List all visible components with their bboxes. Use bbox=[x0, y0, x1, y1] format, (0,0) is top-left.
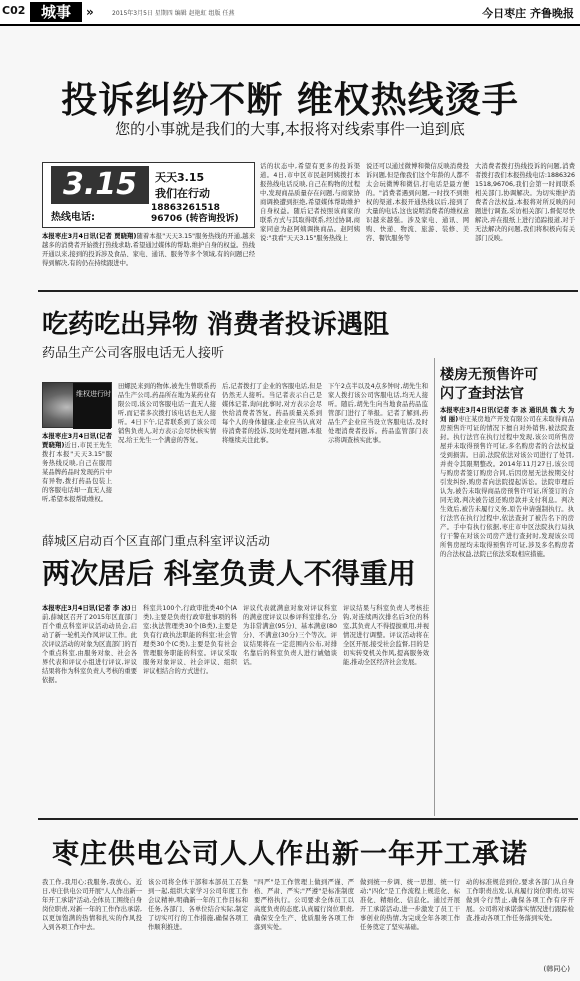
story2-photo bbox=[42, 382, 135, 428]
sidebar-text: 枣庄某房地产开发有限公司在未取得商品房预售许可证的情况下擅自对外销售,被法院查封。执行法官在执行过程中发现,该公司所售房屋并未取得预售许可证,多名购房者的合法权益受到损害。日前,法院依法对该公司进行了处罚,并责令其限期整改。2014年11月27日,该公司与购房者签订购房合同,后因房屋无法按期交付引发纠纷,购房者向法院提起诉讼。法院审理后认为,被告未取得商品房预售许可证,所签订的合同无效,判决被告返还购房款并支付利息。判决生效后,被告未履行义务,原告申请强制执行。执行法官在执行过程中,依法查封了被告名下的房产。手中有执行依据,枣庄市中区法院执行局执行干警在对该公司房产进行查封时,发现该公司所售房屋均未取得预售许可证,涉及多名购房者的合法权益,法院已依法采取相应措施。 bbox=[440, 416, 574, 558]
story1-column-2: 话的状态中,希望有更多的投诉渠道。4日,市中区市民赵阿姨拨打本报热线电话反映,自己在购物的过程中,发现商品质量存在问题,与商家协商调换遭到拒绝,希望媒体帮助维护自身权益。随后记者按照该商家的联系方式与其取得联系,经过协调,商家同意为赵阿姨调换商品。赵阿姨说:"我看"天天3.15"服务热线上 bbox=[260, 163, 360, 242]
photo-caption: 维权进行时 星期一 bbox=[73, 383, 111, 429]
masthead-rule bbox=[0, 24, 580, 26]
story4-column-4: 做到统一步调、统一思想、统一行动;"四化"是工作流程上规范化、标准化、精细化、信息化。通过开展开工承诺活动,进一步激发了员工干事创业的热情,为完成全年各项工作任务奠定了坚实基础。 bbox=[360, 879, 460, 931]
story1-headline: 投诉纠纷不断 维权热线烫手 bbox=[61, 80, 519, 121]
story2-column-2: 田螺民来到的物体,被先生曾联系药品生产公司,药品所在地为某药业有限公司,该公司客服电话一直无人接听,而记者多次拨打该电话也无人接听。4日下午,记者联系到了该公司销售负责人,对方表示会尽快核实情况,给王先生一个满意的答复。 bbox=[118, 383, 216, 444]
story4-column-1: 我工作,我用心;我服务,我放心。近日,枣庄供电公司开展"人人作出新一年开工承诺"活动,全体员工围绕自身岗位职责,对新一年的工作作出承诺,以更加饱满的热情和扎实的作风投入到各项工作中去。 bbox=[42, 879, 142, 931]
story3-column-4: 评议结果与科室负责人考核挂钩,对连续两次排名后3位的科室,其负责人不得提拔重用,并视情况进行调整。评议活动将在全区开展,接受社会监督,目的是切实转变机关作风,提高服务效能,推动全区经济社会发展。 bbox=[343, 605, 429, 666]
story3-col1-text: 日前,薛城区召开了2015年区直部门百个重点科室评议活动动员会,启动了新一轮机关作风评议工作。此次评议活动的对象为区直部门的百个重点科室,由服务对象、社会各界代表和评议小组进行评议,评议结果将作为科室负责人考核的重要依据。 bbox=[42, 605, 137, 684]
story3-column-1 bbox=[42, 604, 137, 814]
story1-byline: 本报枣庄3月4日讯(记者 贾晓翔) bbox=[42, 233, 137, 240]
paper-name: 今日枣庄 齐鲁晚报 bbox=[482, 7, 574, 20]
story3-byline: 本报枣庄3月4日讯(记者 李 冰) bbox=[42, 605, 131, 612]
edition-meta: 2015年3月5日 星期四 编辑 赵艳虹 组版 任燕 bbox=[112, 10, 235, 17]
story1-column-4: 大消费者拨打热线投诉的问题,消费者拨打我们本报热线电话:18863261518,96706,我们会第一时间联系相关部门,协调解决。为切实维护消费者合法权益,本报将对所反映的问题进行调查,采访相关部门,督促尽快解决,并在报纸上进行追踪报道,对于无法解决的问题,我们将积极向有关部门反映。 bbox=[475, 163, 575, 242]
promo-slogan-2: 我们在行动 bbox=[155, 187, 210, 200]
story3-column-3: 评议代表就满意对象对评议科室的满意度评议以参评科室排名,分为非常满意(95分)、基本满意(80分)、不满意(30分)三个等次。评议结果将在一定范围内公布,对排名靠后的科室负责人进行诫勉谈话。 bbox=[243, 605, 337, 666]
story3-column-2: 科室共100个,行政审批类40个(A类),主要是负责行政审批事项的科室;执法管理类30个(B类),主要是负有行政执法职能的科室;社会管理类30个(C类),主要是负有社会管理服务职能的科室。评议采取服务对象评议、社会评议、组织评议相结合的方式进行。 bbox=[143, 605, 237, 675]
story4-column-5: 动的标准规范到位,要求各部门从自身工作职责出发,认真履行岗位职责,切实做到令行禁止,确保各项工作有序开展。公司将对承诺落实情况进行跟踪检查,推动各项工作任务落到实处。 bbox=[466, 879, 574, 922]
story1-column-3: 说还可以通过微博和微信反映消费投诉问题,但是像我们这个年龄的人都不太会玩微博和微信,打电话是最方便的。"消费者遇到问题,一时找不到维权的渠道,本报开通热线以后,接到了大量的电话,这也说明消费者的维权意识越来越强。涉及家电、通讯、网购、快递、物流、旅游、装修、美容、餐饮服务等 bbox=[366, 163, 469, 242]
promo-hotline-label: 热线电话: bbox=[51, 212, 95, 223]
sidebar-headline-1: 楼房无预售许可 bbox=[440, 367, 538, 383]
promo-phone-number-2: 96706 (转咨询投诉) bbox=[151, 214, 239, 224]
story3-kicker: 薛城区启动百个区直部门重点科室评议活动 bbox=[42, 534, 271, 548]
story4-headline: 枣庄供电公司人人作出新一年开工承诺 bbox=[52, 839, 528, 870]
story2-subheadline: 药品生产公司客服电话无人接听 bbox=[42, 346, 225, 361]
story2-byline: 本报枣庄3月4日讯(记者 贾晓翔) bbox=[42, 433, 112, 449]
story1-col1-text: 随着本报"天天3.15"服务热线的开通,越来越多的消费者开始拨打热线求助,希望通过媒体的帮助,维护自身的权益。热线开通以来,接到的投诉涉及食品、家电、通讯、服务等多个领域,有的问题已经得到解决,有的仍在持续跟进中。 bbox=[42, 233, 255, 267]
story2-column-1 bbox=[42, 432, 112, 544]
story2-column-4: 下午2点半以及4点多钟时,胡先生和家人拨打该公司客服电话,均无人接听。随后,胡先生向当地食品药品监管部门进行了举报。记者了解到,药品生产企业应当设立客服电话,及时处理消费者投诉。药品监管部门表示将调查核实此事。 bbox=[328, 383, 428, 444]
masthead bbox=[0, 0, 580, 26]
sidebar-body bbox=[440, 406, 574, 810]
hotline-promo-box bbox=[42, 162, 255, 228]
story1-subheadline: 您的小事就是我们的大事,本报将对线索事件一追到底 bbox=[115, 120, 465, 138]
story2-headline: 吃药吃出异物 消费者投诉遇阻 bbox=[42, 310, 390, 340]
story1-column-1 bbox=[42, 232, 255, 282]
section-label: 城事 bbox=[30, 2, 82, 22]
divider-2 bbox=[38, 818, 578, 820]
story4-column-2: 该公司将全体干部和本部员工召集到一起,组织大家学习公司年度工作会议精神,明确新一年的工作目标和任务,各部门、各单位结合实际,制定了切实可行的工作措施,确保各项工作顺利推进。 bbox=[148, 879, 248, 931]
promo-315-logo: 3.15 bbox=[51, 166, 149, 204]
page-number: C02 bbox=[2, 4, 26, 17]
story2-column-3: 后,记者拨打了企业的客服电话,但是仍然无人接听。当记者表示自己是媒体记者,询问此事时,对方表示会尽快给消费者答复。药品质量关系到每个人的身体健康,企业应当认真对待消费者的投诉,及时处理问题,本报将继续关注此事。 bbox=[222, 383, 322, 444]
story4-column-3: "四严"是工作管理上做到严谨、严格、严肃、严实;"严遵"是标准制度要严格执行。公司要求全体员工以高度负责的态度,认真履行岗位职责,确保安全生产、优质服务各项工作落到实处。 bbox=[254, 879, 354, 931]
sidebar-byline: 本报枣庄3月4日讯(记者 李 冰 通讯员 魏 大 为 刘 丽) bbox=[440, 407, 574, 423]
story2-col1-text: 近日,市民王先生拨打本报"天天3.15"服务热线反映,自己在服用某品牌药品时发现药片中有异物,拨打药品包装上的客服电话却一直无人接听,希望本报帮助维权。 bbox=[42, 442, 112, 503]
story3-headline: 两次居后 科室负责人不得重用 bbox=[42, 557, 416, 590]
promo-slogan-1: 天天3.15 bbox=[155, 171, 205, 184]
sidebar-headline-2: 闪了查封法官 bbox=[440, 386, 524, 402]
divider-1 bbox=[38, 290, 578, 292]
sidebar-rule bbox=[434, 358, 435, 816]
story4-end-mark: (韩同心) bbox=[543, 965, 570, 973]
chevron-icon: » bbox=[86, 5, 94, 19]
promo-phone-number-1: 18863261518 bbox=[151, 203, 220, 213]
